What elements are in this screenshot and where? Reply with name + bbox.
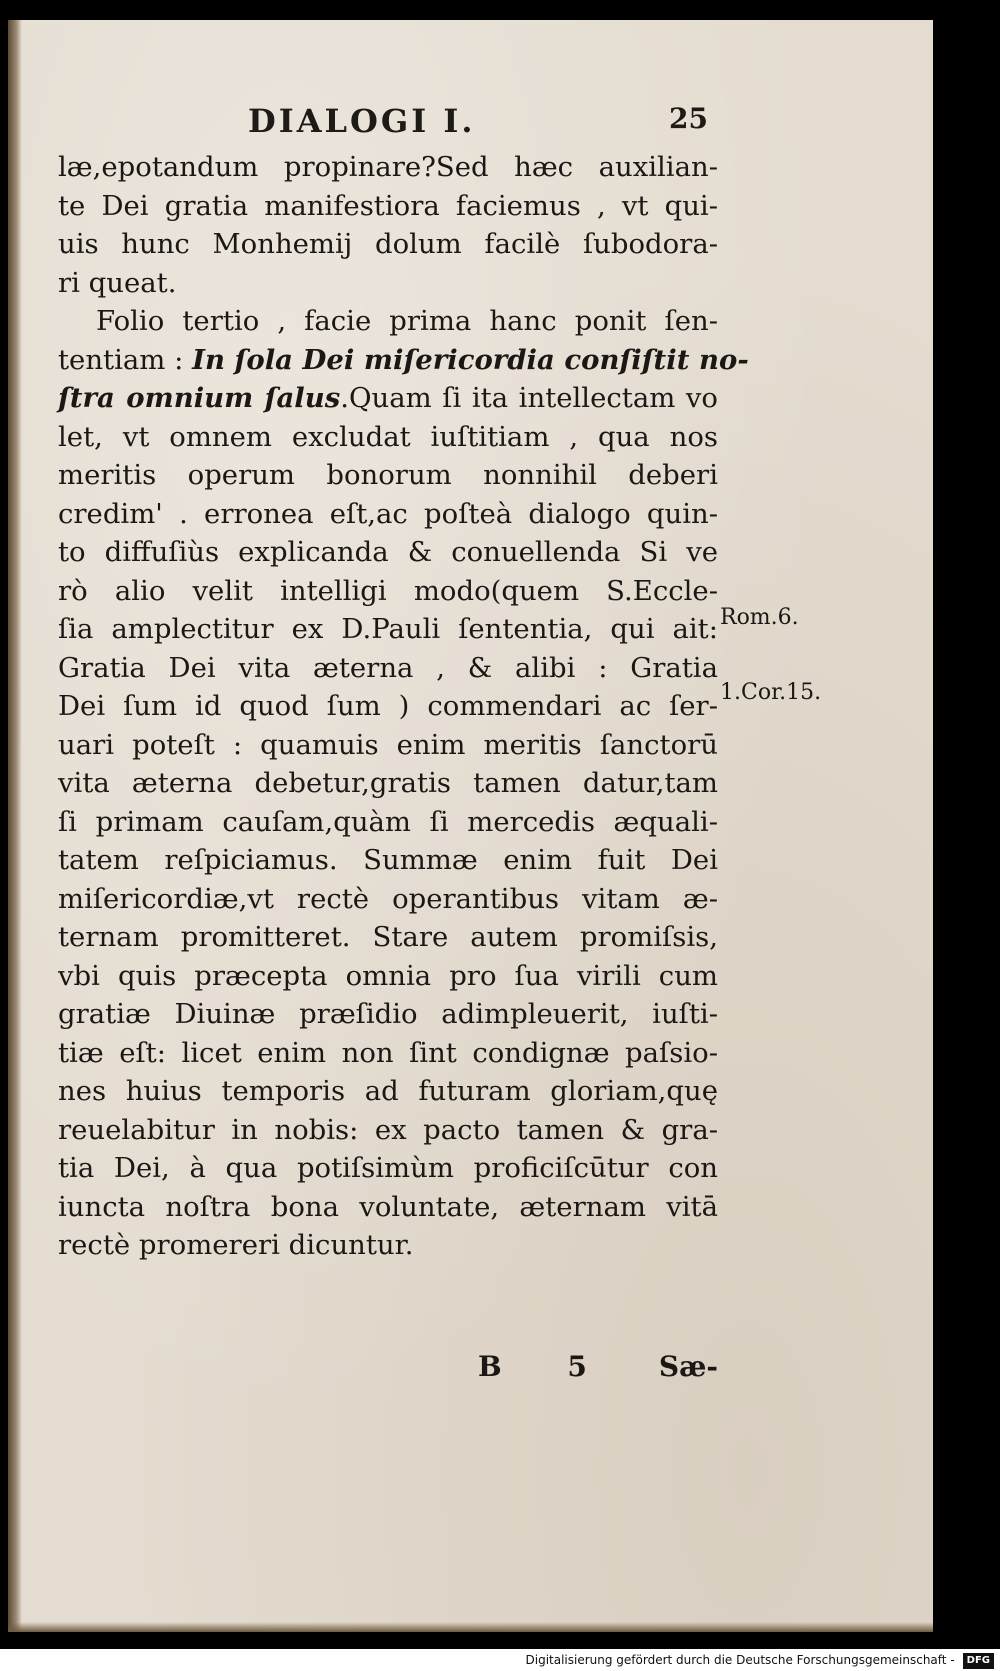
line-text: vita æterna debetur,gratis tamen datur,tam [58,767,718,799]
line-text: ri queat. [58,266,177,299]
text-line [58,572,718,611]
line-text: rò alio velit intelligi modo(quem S.Eccle- [58,574,718,607]
running-head [58,102,708,142]
dfg-logo: DFG [963,1653,994,1669]
text-line [58,264,718,303]
body-text [58,148,749,1265]
page-footer [58,1350,718,1390]
margin-note-romans: Rom.6. [720,605,799,630]
text-line [58,148,718,187]
text-line [58,1072,718,1111]
line-text: læ,epotandum propinare?Sed hæc auxilian- [58,151,718,183]
text-line [58,225,718,264]
line-text: Folio tertio , facie prima hanc ponit ſen- [96,305,718,337]
text-line [58,1226,718,1265]
line-text: tatem reſpiciamus. Summæ enim fuit Dei [58,844,718,876]
line-text: uari poteſt : quamuis enim meritis ſanctorū [58,728,718,761]
running-title: DIALOGI I. [248,102,476,140]
credit-text: Digitalisierung gefördert durch die Deutsche Forschungsgemeinschaft - [525,1653,955,1667]
line-text: credim' . erronea eſt,ac poſteà dialogo quin- [58,497,718,530]
text-line [58,456,718,495]
text-line [58,880,718,919]
text-line [58,726,718,765]
italic-quote: ſtra omnium ſalus [58,382,341,414]
text-line [58,341,749,380]
line-text: ſia amplectitur ex D.Pauli ſententia, qui ait: [58,613,718,645]
text-line [58,187,718,226]
text-line [58,1188,718,1227]
page-bottom-edge [8,1622,933,1632]
text-line [58,533,718,572]
line-text: iuncta noſtra bona voluntate, æternam vitā [58,1190,718,1223]
line-text: Gratia Dei vita æterna , & alibi : Gratia [58,651,718,684]
book-page [8,20,933,1632]
text-line [58,649,718,688]
text-line [58,1034,718,1073]
text-line [58,379,718,418]
line-text: miſericordiæ,vt rectè operantibus vitam æ- [58,882,718,915]
signature-mark: B 5 [478,1350,615,1383]
text-line [58,803,718,842]
page-edge-shadow [8,20,22,1632]
line-text: let, vt omnem excludat iuſtitiam , qua nos [58,420,718,453]
line-text: Dei ſum id quod ſum ) commendari ac ſer- [58,690,718,722]
text-line [58,841,718,880]
italic-quote: In ſola Dei miſericordia conſiſtit no- [192,343,749,376]
text-line [58,995,718,1034]
text-line [58,1149,718,1188]
text-line [58,918,718,957]
text-line [58,957,718,996]
text-line [58,302,718,341]
page-number: 25 [669,102,708,135]
digitization-credit [0,1649,1000,1671]
line-text: vbi quis præcepta omnia pro ſua virili cum [58,959,718,992]
line-text: uis hunc Monhemij dolum facilè ſubodora- [58,228,718,260]
line-text: ternam promitteret. Stare autem promiſsis, [58,921,718,953]
line-text: tiæ eſt: licet enim non ſint condignæ paſsio- [58,1036,718,1069]
line-text: .Quam ſi ita intellectam vo [340,382,718,414]
text-line [58,764,718,803]
text-line [58,1111,718,1150]
text-line [58,610,718,649]
line-text: gratiæ Diuinæ præſidio adimpleuerit, iuſti- [58,998,718,1030]
text-line [58,495,718,534]
line-text: tia Dei, à qua potiſsimùm proficiſcūtur con [58,1152,718,1184]
catchword: Sæ- [658,1350,718,1383]
line-text: ſi primam cauſam,quàm ſi mercedis æquali- [58,805,718,838]
text-line [58,687,718,726]
line-text: rectè promereri dicuntur. [58,1229,414,1261]
text-line [58,418,718,457]
line-text: tentiam : [58,343,193,376]
margin-note-corinthians: 1.Cor.15. [720,680,822,705]
line-text: te Dei gratia manifestiora faciemus , vt qui- [58,189,718,222]
line-text: meritis operum bonorum nonnihil deberi [58,459,718,491]
line-text: to diffuſiùs explicanda & conuellenda Si ve [58,536,718,568]
line-text: nes huius temporis ad futuram gloriam,quę [58,1075,718,1107]
line-text: reuelabitur in nobis: ex pacto tamen & gra- [58,1113,718,1146]
